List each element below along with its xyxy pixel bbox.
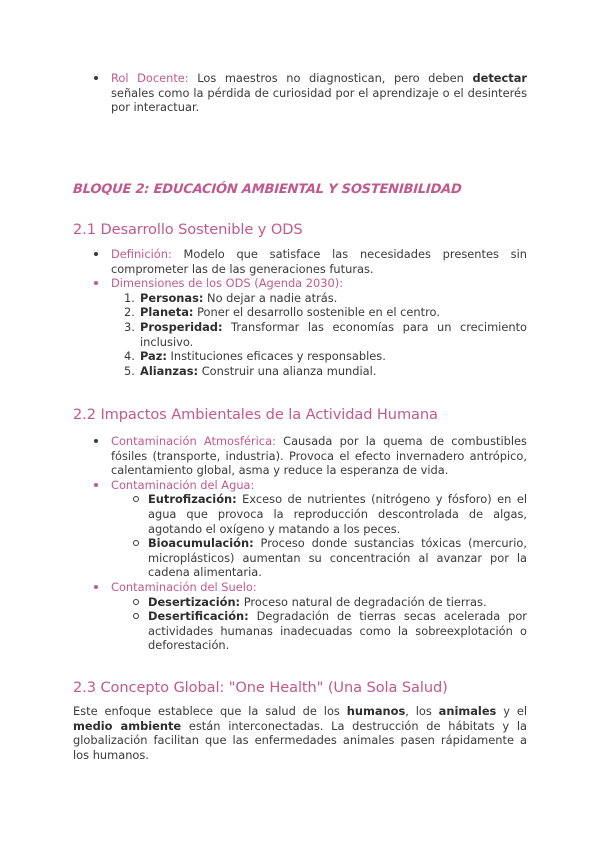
section-2-1-heading: 2.1 Desarrollo Sostenible y ODS (73, 221, 303, 238)
definicion-item (91, 247, 527, 276)
section-2-1-list (91, 247, 527, 378)
agua-subitem (132, 536, 527, 580)
dimension-number: 4. (124, 349, 135, 364)
subitem-text: Proceso natural de degradación de tierras. (240, 594, 487, 609)
section-2-2-heading: 2.2 Impactos Ambientales de la Actividad Humana (73, 406, 438, 423)
dimension-number: 5. (124, 363, 135, 378)
dimension-name: Prosperidad: (140, 319, 223, 334)
paragraph-bold-animales: animales (438, 704, 497, 718)
dimension-text: Instituciones eficaces y responsables. (166, 349, 386, 364)
dimension-item (124, 364, 527, 379)
dimension-item (124, 305, 527, 320)
rol-docente-item (91, 71, 527, 115)
dimension-name: Paz: (140, 349, 167, 364)
subitem-term: Desertización: (148, 594, 241, 609)
paragraph-text: Este enfoque establece que la salud de los (73, 704, 347, 718)
intro-list (91, 71, 527, 115)
suelo-subitem (132, 595, 527, 610)
atmosferica-text: Causada por la quema de combustibles fósiles (transporte, industria). Provoca el efecto invernadero antrópico, calentamiento global, asma y reduce la esperanza de vida. (111, 434, 527, 478)
dimensiones-label: Dimensiones de los ODS (Agenda 2030): (111, 276, 344, 291)
dimension-item (124, 349, 527, 364)
atmosferica-item (91, 434, 527, 478)
dimension-name: Personas: (140, 290, 204, 305)
dimension-text: No dejar a nadie atrás. (203, 290, 338, 305)
paragraph-bold-humanos: humanos (346, 704, 406, 718)
rol-docente-text-1: Los maestros no diagnostican, pero deben (188, 71, 473, 85)
agua-label: Contaminación del Agua: (111, 477, 255, 492)
rol-docente-label: Rol Docente: (111, 71, 189, 85)
dimension-name: Alianzas: (140, 363, 199, 378)
dimension-text: Transformar las economías para un crecimiento inclusivo. (140, 319, 527, 349)
suelo-label: Contaminación del Suelo: (111, 579, 257, 594)
subitem-text: Proceso donde sustancias tóxicas (mercurio, microplásticos) aumentan su concentración al avanzar por la cadena alimentaria. (148, 536, 527, 580)
dimension-number: 2. (124, 305, 135, 320)
suelo-item (91, 580, 527, 653)
agua-item (91, 478, 527, 580)
one-health-paragraph (73, 704, 527, 762)
paragraph-text: están interconectadas. La destrucción de hábitats y la globalización facilitan que las enfermedades animales pasen rápidamente a los humanos. (73, 718, 528, 762)
suelo-sublist (132, 595, 527, 653)
rol-docente-text-2: señales como la pérdida de curiosidad por el aprendizaje o el desinterés por interactuar. (111, 85, 527, 115)
subitem-term: Desertificación: (148, 609, 249, 624)
paragraph-text: y el (496, 704, 527, 718)
suelo-subitem (132, 609, 527, 653)
paragraph-text: , los (405, 704, 439, 718)
dimension-text: Poner el desarrollo sostenible en el centro. (193, 305, 440, 320)
agua-subitem (132, 492, 527, 536)
dimension-number: 1. (124, 290, 135, 305)
dimension-item (124, 320, 527, 349)
rol-docente-bold: detectar (472, 71, 528, 85)
agua-sublist (132, 492, 527, 580)
dimension-number: 3. (124, 319, 135, 334)
subitem-text: Degradación de tierras secas acelerada por actividades humanas inadecuadas como la sobreexplotación o deforestación. (148, 609, 527, 653)
dimension-text: Construir una alianza mundial. (198, 363, 377, 378)
dimensiones-item (91, 276, 527, 378)
definicion-text: Modelo que satisface las necesidades presentes sin comprometer las de las generaciones futuras. (111, 247, 527, 276)
block-title: BLOQUE 2: EDUCACIÓN AMBIENTAL Y SOSTENIBILIDAD (72, 182, 463, 197)
atmosferica-label: Contaminación Atmosférica: (111, 434, 276, 448)
definicion-label: Definición: (111, 247, 172, 261)
section-2-3-heading: 2.3 Concepto Global: "One Health" (Una Sola Salud) (73, 679, 448, 696)
dimension-item (124, 291, 527, 306)
section-2-2-list (91, 434, 527, 653)
paragraph-bold-medio-ambiente: medio ambiente (73, 718, 182, 733)
subitem-term: Bioacumulación: (148, 536, 254, 551)
subitem-text: Exceso de nutrientes (nitrógeno y fósforo) en el agua que provoca la reproducción descontrolada de algas, agotando el oxígeno y matando a los peces. (148, 492, 527, 536)
dimension-name: Planeta: (140, 305, 194, 320)
dimensiones-list (124, 291, 527, 379)
subitem-term: Eutrofización: (148, 492, 237, 507)
